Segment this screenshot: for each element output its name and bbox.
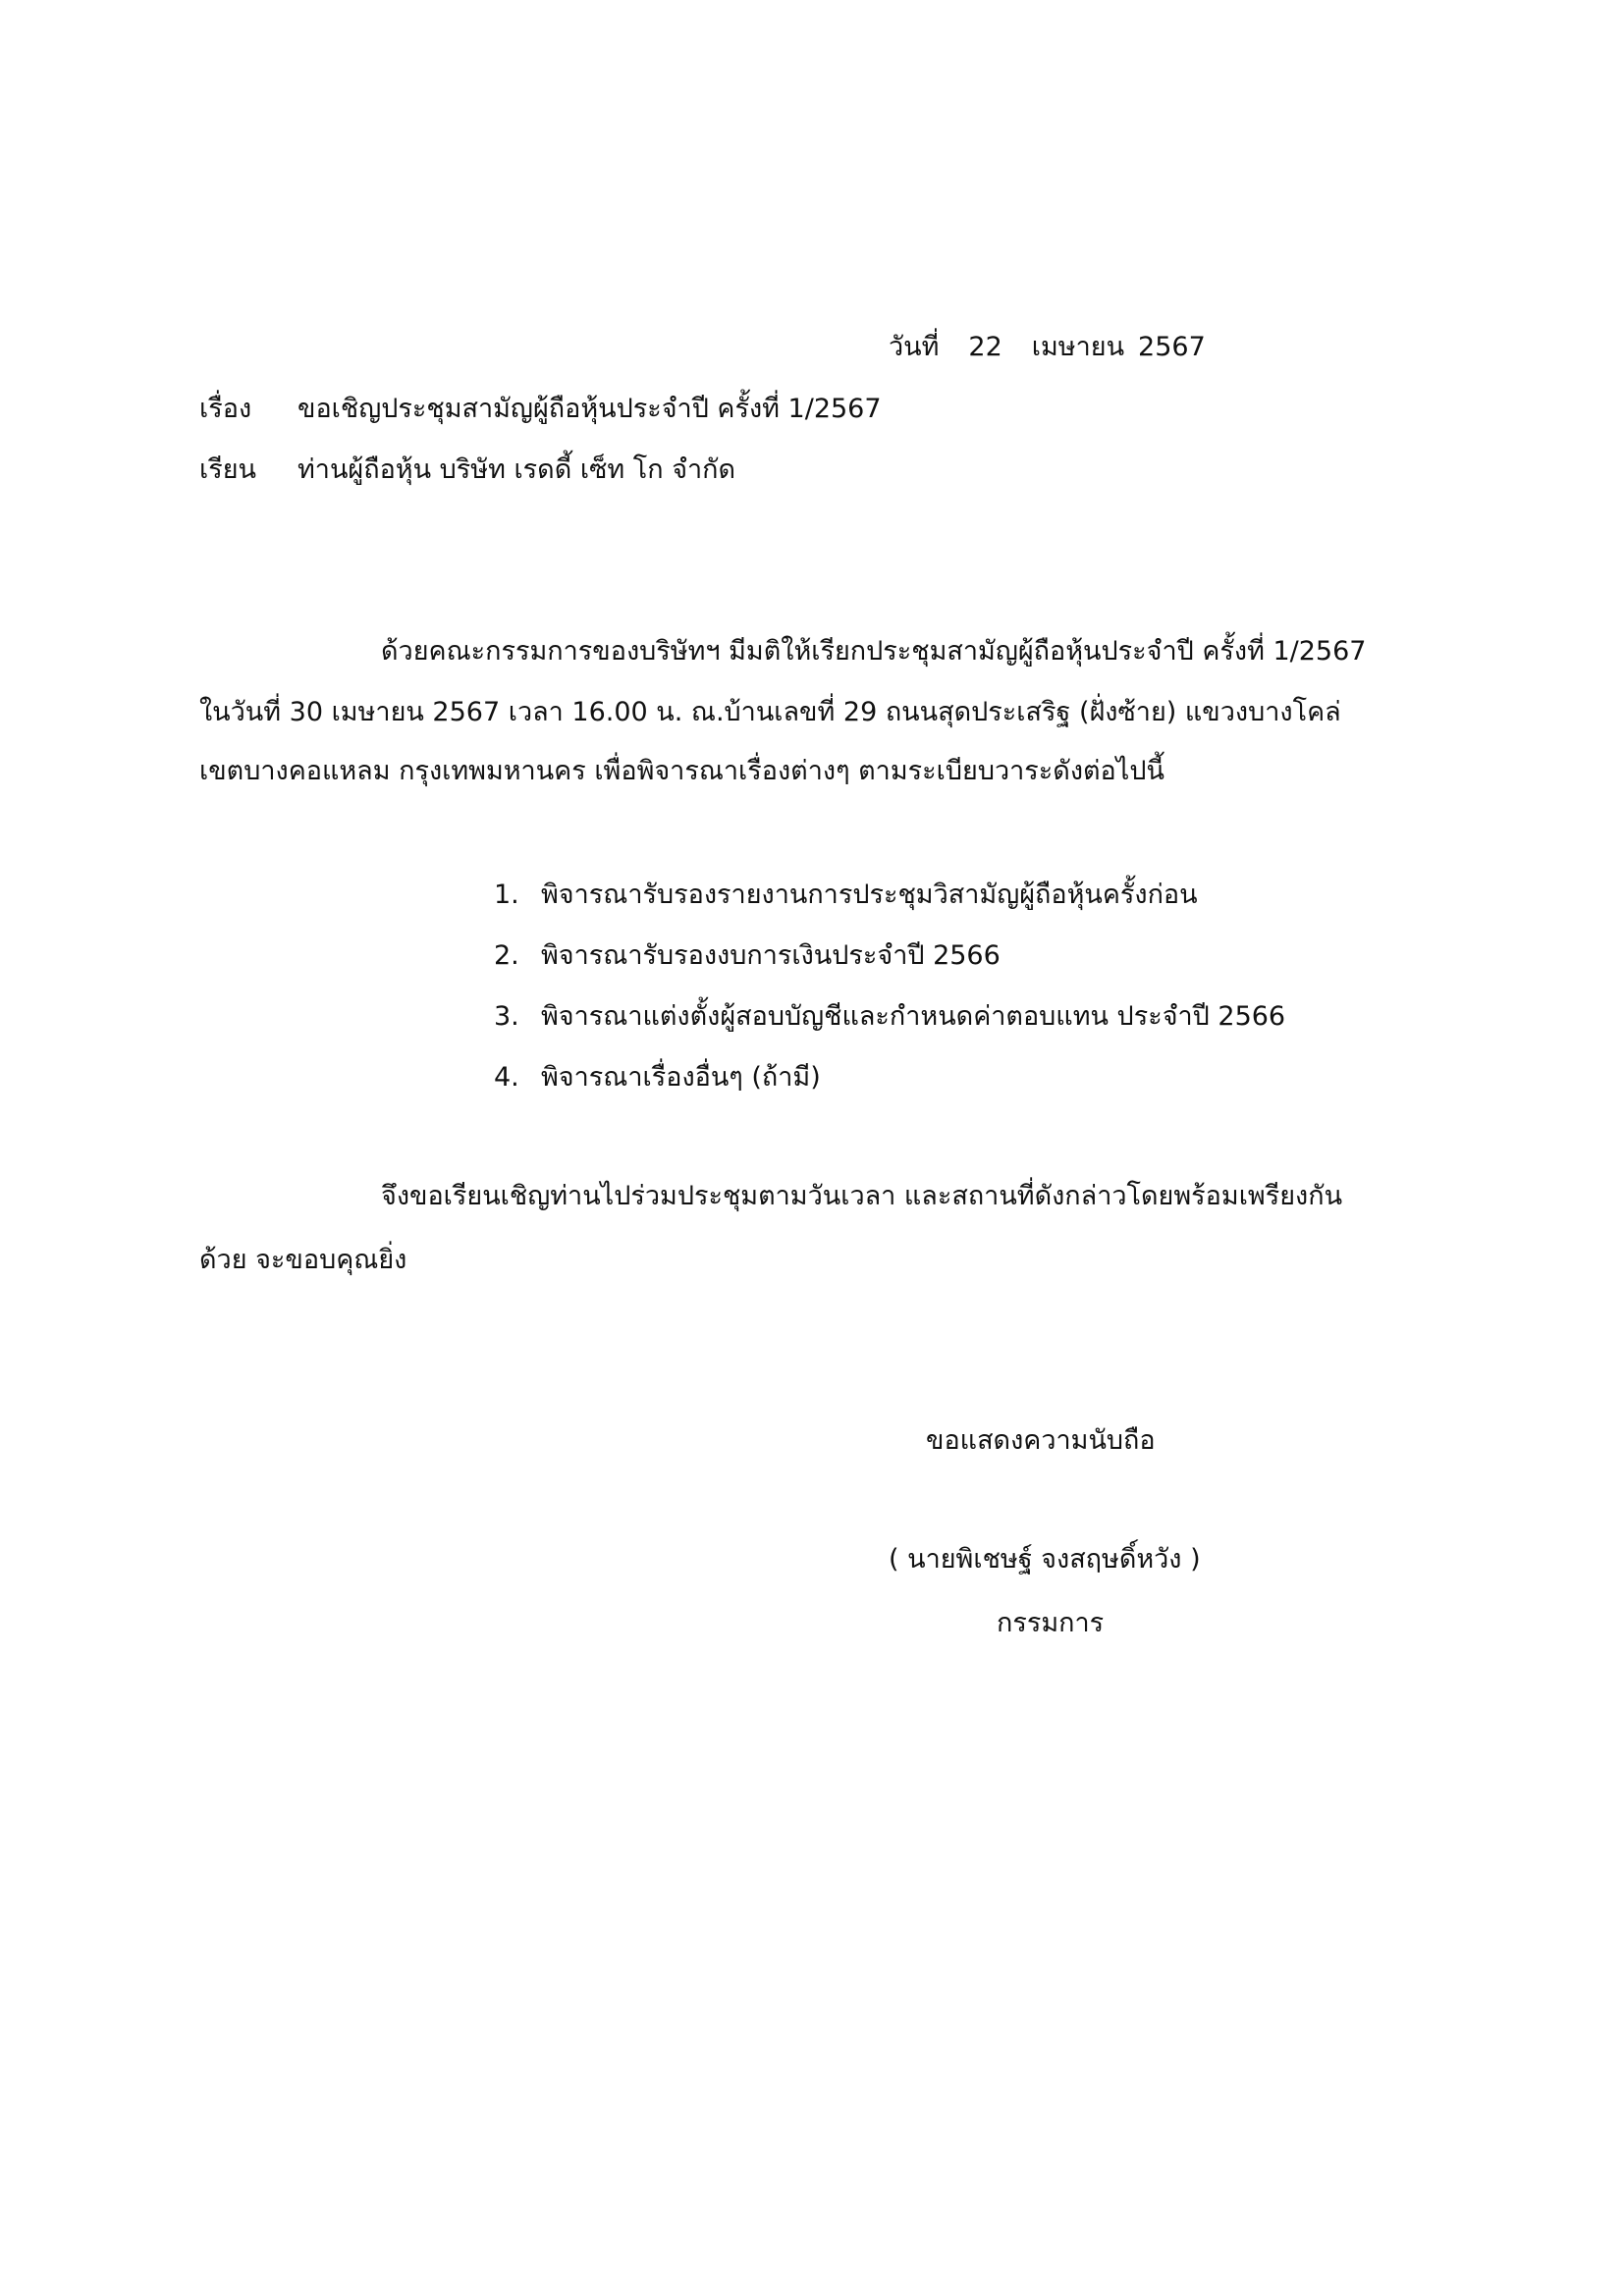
signatory-title: กรรมการ [997,1608,1105,1638]
agenda-item [494,942,1001,969]
recipient-label: เรียน [199,454,257,485]
subject-line [199,396,882,422]
agenda-item-number: 4. [494,1062,519,1093]
agenda-item-number: 2. [494,940,519,971]
agenda-item-text: พิจารณาเรื่องอื่นๆ (ถ้ามี) [541,1062,821,1093]
agenda-item-number: 3. [494,1001,519,1032]
signatory-name: ( นายพิเชษฐ์ จงสฤษดิ์หวัง ) [889,1544,1201,1575]
subject-label: เรื่อง [199,394,252,424]
subject-text: ขอเชิญประชุมสามัญผู้ถือหุ้นประจำปี ครั้งที่ 1/2567 [298,394,882,424]
date-label: วันที่ [889,332,940,362]
date-line [889,334,1206,360]
agenda-item-text: พิจารณารับรองรายงานการประชุมวิสามัญผู้ถือหุ้นครั้งก่อน [541,880,1198,910]
body-line-3: เขตบางคอแหลม กรุงเทพมหานคร เพื่อพิจารณาเรื่องต่างๆ ตามระเบียบวาระดังต่อไปนี้ [199,756,1164,786]
agenda-item-number: 1. [494,880,519,910]
date-month: เมษายน [1031,332,1125,362]
agenda-item-text: พิจารณาแต่งตั้งผู้สอบบัญชีและกำหนดค่าตอบแทน ประจำปี 2566 [541,1001,1286,1032]
date-day: 22 [968,332,1002,362]
agenda-item-text: พิจารณารับรองงบการเงินประจำปี 2566 [541,940,1001,971]
recipient-text: ท่านผู้ถือหุ้น บริษัท เรดดี้ เซ็ท โก จำกัด [298,454,736,485]
closing-line-1: จึงขอเรียนเชิญท่านไปร่วมประชุมตามวันเวลา และสถานที่ดังกล่าวโดยพร้อมเพรียงกัน [381,1181,1343,1211]
agenda-item [494,1064,821,1091]
date-year: 2567 [1138,332,1206,362]
recipient-line [199,456,735,483]
closing-line-2: ด้วย จะขอบคุณยิ่ง [199,1245,407,1275]
agenda-item [494,1003,1285,1030]
agenda-item [494,881,1198,908]
regards-text: ขอแสดงความนับถือ [926,1425,1156,1456]
body-line-2: ในวันที่ 30 เมษายน 2567 เวลา 16.00 น. ณ.บ้านเลขที่ 29 ถนนสุดประเสริฐ (ฝั่งซ้าย) แขวงบางโคล่ [199,697,1341,727]
body-line-1: ด้วยคณะกรรมการของบริษัทฯ มีมติให้เรียกประชุมสามัญผู้ถือหุ้นประจำปี ครั้งที่ 1/2567 [381,636,1367,667]
